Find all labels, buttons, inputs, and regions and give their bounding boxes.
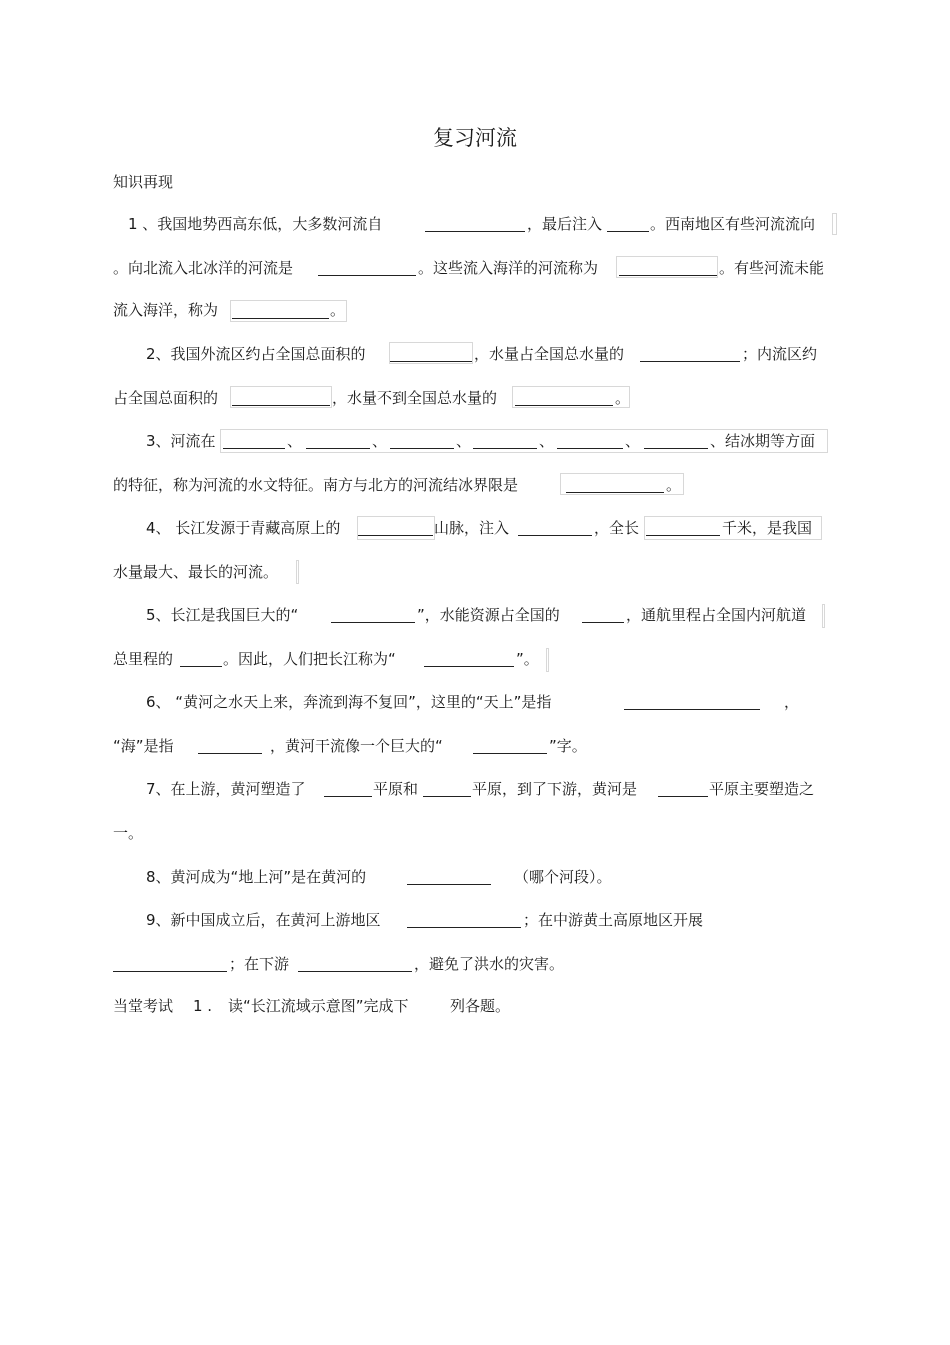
q5-text-a: 5、长江是我国巨大的“ bbox=[146, 606, 299, 624]
q4-text-e: 水量最大、最长的河流。 bbox=[113, 563, 279, 581]
q7-text-a: 7、在上游，黄河塑造了 bbox=[146, 780, 306, 798]
answer-blank[interactable] bbox=[640, 347, 740, 362]
q6-text-e: ”字。 bbox=[549, 737, 587, 755]
answer-blank[interactable] bbox=[390, 347, 472, 362]
exam-question-text-end: 列各题。 bbox=[450, 997, 511, 1015]
q3-sep: 、 bbox=[287, 432, 303, 450]
q9-text-b: ；在中游黄土高原地区开展 bbox=[523, 911, 704, 929]
q2-text-e: ，水量不到全国总水量的 bbox=[332, 389, 498, 407]
answer-blank[interactable] bbox=[658, 782, 708, 797]
answer-blank[interactable] bbox=[180, 652, 222, 667]
q6-text-c: “海”是指 bbox=[113, 737, 174, 755]
q1-text-h: 。 bbox=[330, 301, 346, 319]
answer-blank[interactable] bbox=[566, 478, 664, 493]
answer-blank[interactable] bbox=[306, 434, 370, 449]
answer-blank[interactable] bbox=[473, 739, 547, 754]
answer-blank[interactable] bbox=[113, 957, 227, 972]
q2-text-b: ，水量占全国总水量的 bbox=[474, 345, 625, 363]
q5-text-c: ，通航里程占全国内河航道 bbox=[626, 606, 807, 624]
section-heading: 知识再现 bbox=[113, 173, 174, 191]
q4-text-b: 山脉，注入 bbox=[434, 519, 510, 537]
answer-blank[interactable] bbox=[198, 739, 262, 754]
q3-sep: 、 bbox=[539, 432, 555, 450]
q1-text-g: 流入海洋，称为 bbox=[113, 301, 219, 319]
q3-text-c: 的特征，称为河流的水文特征。南方与北方的河流结冰界限是 bbox=[113, 476, 519, 494]
exam-question-number: 1 . bbox=[193, 997, 213, 1015]
answer-blank[interactable] bbox=[515, 391, 613, 406]
layout-box bbox=[832, 213, 837, 235]
q7-text-c: 平原，到了下游，黄河是 bbox=[472, 780, 638, 798]
q6-text-b: ， bbox=[784, 693, 800, 711]
q5-text-f: ”。 bbox=[516, 650, 539, 668]
q7-text-d: 平原主要塑造之 bbox=[709, 780, 815, 798]
answer-blank[interactable] bbox=[425, 217, 525, 232]
q2-text-a: 2、我国外流区约占全国总面积的 bbox=[146, 345, 366, 363]
answer-blank[interactable] bbox=[644, 434, 708, 449]
page-title: 复习河流 bbox=[433, 126, 517, 150]
q1-text-a: 1 、我国地势西高东低，大多数河流自 bbox=[128, 215, 383, 233]
q1-text-d: 。向北流入北冰洋的河流是 bbox=[113, 259, 294, 277]
answer-blank[interactable] bbox=[232, 391, 330, 406]
q4-text-c: ，全长 bbox=[594, 519, 640, 537]
answer-blank[interactable] bbox=[607, 217, 649, 232]
answer-blank[interactable] bbox=[407, 870, 491, 885]
answer-blank[interactable] bbox=[232, 304, 329, 319]
answer-blank[interactable] bbox=[324, 782, 372, 797]
q2-text-f: 。 bbox=[615, 389, 631, 407]
q7-text-b: 平原和 bbox=[373, 780, 419, 798]
answer-blank[interactable] bbox=[318, 261, 416, 276]
q8-text-a: 8、黄河成为“地上河”是在黄河的 bbox=[146, 868, 367, 886]
answer-blank[interactable] bbox=[358, 521, 433, 536]
q3-sep: 、 bbox=[456, 432, 472, 450]
q1-text-e: 。这些流入海洋的河流称为 bbox=[418, 259, 599, 277]
answer-blank[interactable] bbox=[390, 434, 454, 449]
q3-sep: 、 bbox=[372, 432, 388, 450]
answer-blank[interactable] bbox=[223, 434, 285, 449]
q9-text-a: 9、新中国成立后，在黄河上游地区 bbox=[146, 911, 381, 929]
q8-text-b: （哪个河段）。 bbox=[514, 868, 612, 886]
q3-text-b: 、结冰期等方面 bbox=[710, 432, 816, 450]
answer-blank[interactable] bbox=[298, 957, 412, 972]
answer-blank[interactable] bbox=[619, 261, 717, 276]
answer-blank[interactable] bbox=[473, 434, 537, 449]
answer-blank[interactable] bbox=[624, 695, 760, 710]
q1-text-c: 。西南地区有些河流流向 bbox=[650, 215, 816, 233]
layout-box bbox=[822, 604, 825, 628]
answer-blank[interactable] bbox=[424, 652, 514, 667]
q7-text-e: 一。 bbox=[113, 824, 144, 842]
answer-blank[interactable] bbox=[582, 608, 624, 623]
q6-text-a: 6、 “黄河之水天上来，奔流到海不复回”，这里的“天上”是指 bbox=[146, 693, 552, 711]
q9-text-c: ；在下游 bbox=[229, 955, 290, 973]
layout-box bbox=[546, 648, 549, 672]
q3-text-a: 3、河流在 bbox=[146, 432, 216, 450]
q3-sep: 、 bbox=[625, 432, 641, 450]
q2-text-c: ；内流区约 bbox=[742, 345, 818, 363]
answer-blank[interactable] bbox=[331, 608, 415, 623]
answer-blank[interactable] bbox=[646, 521, 720, 536]
q6-text-d: ，黄河干流像一个巨大的“ bbox=[270, 737, 443, 755]
exam-heading: 当堂考试 bbox=[113, 997, 174, 1015]
q4-text-a: 4、 长江发源于青藏高原上的 bbox=[146, 519, 341, 537]
q3-text-d: 。 bbox=[666, 476, 682, 494]
q5-text-b: ”，水能资源占全国的 bbox=[417, 606, 560, 624]
answer-blank[interactable] bbox=[423, 782, 471, 797]
q9-text-d: ，避免了洪水的灾害。 bbox=[414, 955, 565, 973]
q5-text-d: 总里程的 bbox=[113, 650, 174, 668]
q2-text-d: 占全国总面积的 bbox=[113, 389, 219, 407]
answer-blank[interactable] bbox=[557, 434, 623, 449]
exam-question-text: 读“长江流域示意图”完成下 bbox=[228, 997, 409, 1015]
q5-text-e: 。因此，人们把长江称为“ bbox=[223, 650, 396, 668]
answer-blank[interactable] bbox=[518, 521, 592, 536]
layout-box bbox=[296, 560, 299, 584]
answer-blank[interactable] bbox=[407, 913, 521, 928]
q1-text-f: 。有些河流未能 bbox=[719, 259, 825, 277]
q4-text-d: 千米，是我国 bbox=[722, 519, 813, 537]
q1-text-b: ，最后注入 bbox=[527, 215, 603, 233]
